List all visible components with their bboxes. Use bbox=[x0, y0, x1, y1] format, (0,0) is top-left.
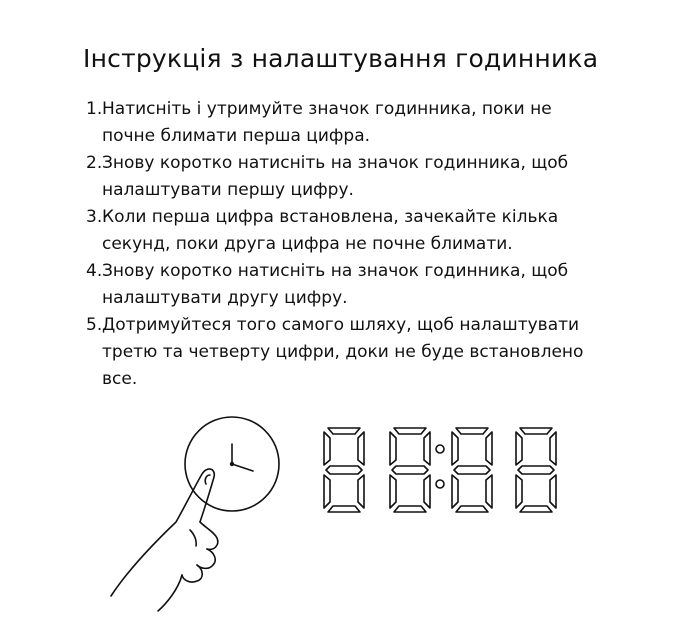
seven-segment-display bbox=[324, 428, 556, 512]
display-digit-2 bbox=[390, 428, 430, 512]
step-text: Дотримуйтеся того самого шляху, щоб налаштувати третю та четверту цифри, доки не буде встановлено все. bbox=[102, 315, 584, 389]
step-text: Знову коротко натисніть на значок годинника, щоб налаштувати першу цифру. bbox=[102, 153, 569, 200]
step-number: 5. bbox=[86, 315, 103, 335]
step-number: 1. bbox=[86, 99, 103, 119]
display-colon bbox=[436, 445, 444, 488]
display-digit-3 bbox=[452, 428, 492, 512]
display-digit-4 bbox=[516, 428, 556, 512]
clock-setting-illustration bbox=[0, 400, 680, 630]
step-number: 3. bbox=[86, 207, 103, 227]
clock-icon bbox=[185, 417, 279, 511]
step-number: 4. bbox=[86, 261, 103, 281]
instruction-step bbox=[86, 258, 606, 312]
instruction-step bbox=[86, 96, 606, 150]
pointing-finger-icon bbox=[111, 469, 218, 611]
step-text: Знову коротко натисніть на значок годинника, щоб налаштувати другу цифру. bbox=[102, 261, 569, 308]
display-digit-1 bbox=[324, 428, 364, 512]
step-text: Натисніть і утримуйте значок годинника, поки не почне блимати перша цифра. bbox=[102, 99, 552, 146]
page-title: Інструкція з налаштування годинника bbox=[83, 44, 599, 73]
instruction-step bbox=[86, 150, 606, 204]
step-text: Коли перша цифра встановлена, зачекайте кілька секунд, поки друга цифра не почне блимати. bbox=[102, 207, 559, 254]
instruction-list bbox=[86, 96, 606, 393]
step-number: 2. bbox=[86, 153, 103, 173]
instruction-step bbox=[86, 204, 606, 258]
instruction-step bbox=[86, 312, 606, 393]
